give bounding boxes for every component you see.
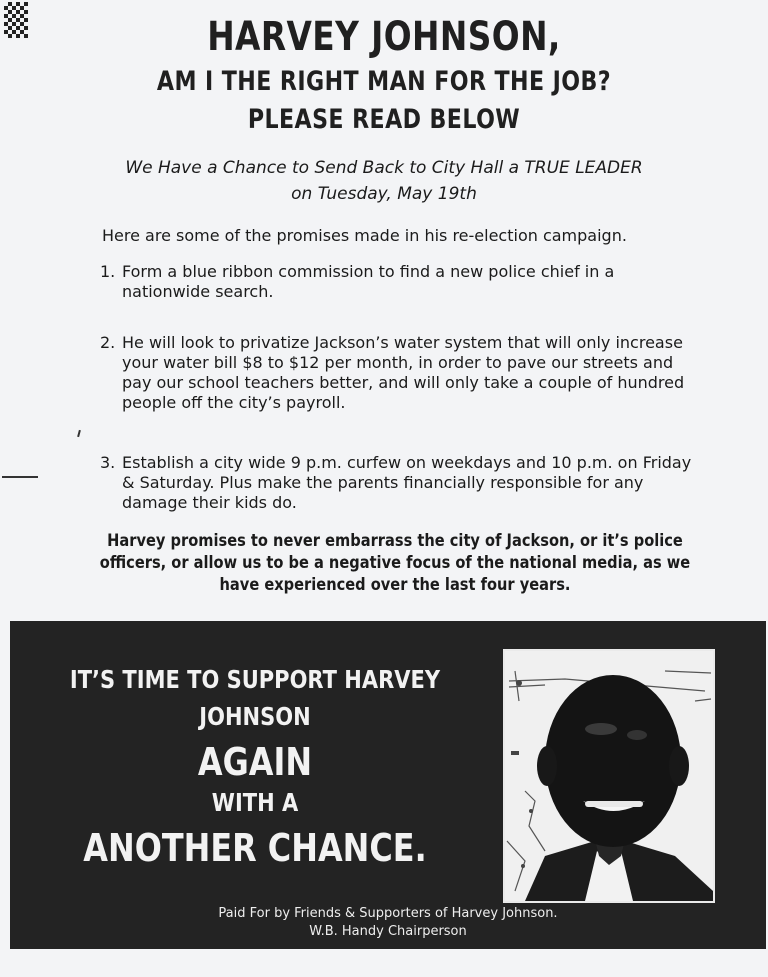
- candidate-portrait-icon: [505, 651, 713, 901]
- banner-line-3: AGAIN: [197, 740, 313, 784]
- candidate-photo: [503, 649, 715, 903]
- banner-line-4: WITH A: [211, 788, 299, 817]
- promise-text: Form a blue ribbon commission to find a new police chief in a nationwide search.: [122, 262, 615, 301]
- promise-item: [100, 262, 700, 302]
- promise-number: 2.: [100, 333, 116, 352]
- intro-text: Here are some of the promises made in his re-election campaign.: [102, 226, 627, 245]
- headline-question: AM I THE RIGHT MAN FOR THE JOB?: [156, 66, 612, 97]
- promise-item: [100, 453, 700, 513]
- banner-line-1: IT’S TIME TO SUPPORT HARVEY: [69, 665, 441, 694]
- promise-number: 3.: [100, 453, 116, 472]
- closing-statement: Harvey promises to never embarrass the city of Jackson, or it’s police officers, or allow us to be a negative focus of the national media, as we have experienced over the last four years.: [99, 531, 691, 595]
- checker-mark: [4, 2, 28, 38]
- promise-text: Establish a city wide 9 p.m. curfew on weekdays and 10 p.m. on Friday & Saturday. Plus make the parents financially responsible for any damage their kids do.: [122, 453, 692, 512]
- banner-line-2: JOHNSON: [199, 702, 311, 731]
- headline-read-below: PLEASE READ BELOW: [247, 104, 521, 135]
- promise-item: [100, 333, 700, 413]
- headline-name: HARVEY JOHNSON,: [207, 14, 561, 60]
- pen-mark: [2, 476, 38, 478]
- chairperson-credit: W.B. Handy Chairperson: [309, 924, 467, 939]
- subhead-line-2: on Tuesday, May 19th: [291, 184, 477, 204]
- promise-number: 1.: [100, 262, 116, 281]
- banner-line-5: ANOTHER CHANCE.: [83, 826, 427, 870]
- paid-for-credit: Paid For by Friends & Supporters of Harvey Johnson.: [218, 906, 558, 921]
- pen-mark: [77, 430, 81, 437]
- promise-text: He will look to privatize Jackson’s water system that will only increase your water bill $8 to $12 per month, in order to pave our streets and pay our school teachers better, and will only take a couple of hundred people off the city’s payroll.: [122, 333, 685, 412]
- subhead-line-1: We Have a Chance to Send Back to City Hall a TRUE LEADER: [125, 158, 643, 178]
